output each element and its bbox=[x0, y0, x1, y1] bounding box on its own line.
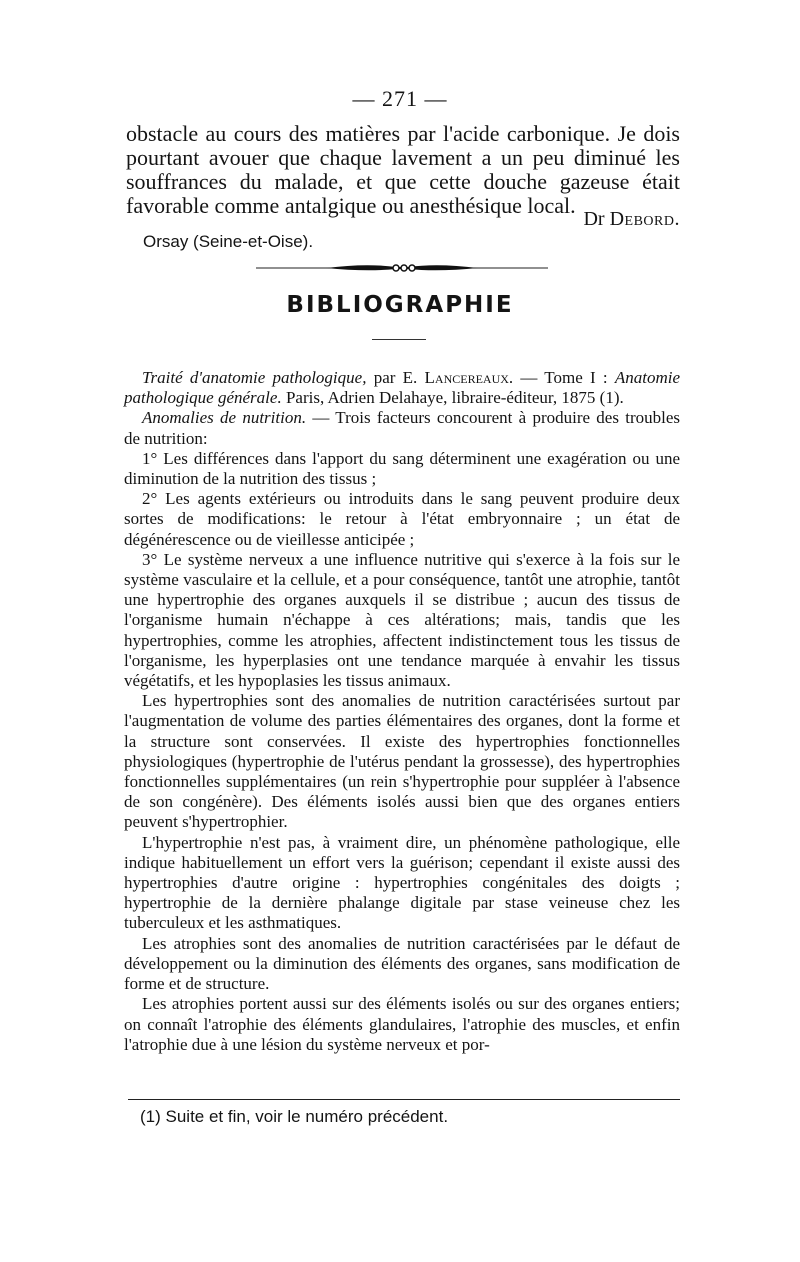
intro-paragraph: obstacle au cours des matières par l'acide carbonique. Je dois pourtant avouer que chaque lavement a un peu diminué les souffrances du malade, et que cette douche gazeuse était favorable comme antalgique ou anesthésique local. bbox=[126, 121, 680, 218]
paragraph: L'hypertrophie n'est pas, à vraiment dire, un phénomène pathologique, elle indique habituellement un effort vers la guérison; cependant il existe aussi des hypertrophies d'autre origine : hypertrophies congénitales des doigts ; hypertrophie de la dernière phalange digitale par stase veineuse chez les tuberculeux et les asthmatiques. bbox=[124, 832, 680, 933]
paragraph: 3° Le système nerveux a une influence nutritive qui s'exerce à la fois sur le système vasculaire et la cellule, et a pour conséquence, tantôt une atrophie, tantôt une hypertrophie des organes auxquels il se distribue ; aucun des tissus de l'organisme humain n'échappe à ces altérations; mais, tandis que les hypertrophies, comme les atrophies, affectent indistinctement tous les tissus de l'organisme, les hyperplasies ont une tendance marquée à envahir les tissus végétatifs, et les hypoplasies les tissus animaux. bbox=[124, 549, 680, 691]
paragraph: Les atrophies sont des anomalies de nutrition caractérisées par le défaut de développement ou la diminution des éléments des organes, sans modification de forme et de structure. bbox=[124, 933, 680, 994]
signature-prefix: Dr bbox=[583, 208, 605, 230]
footnote: (1) Suite et fin, voir le numéro précédent. bbox=[140, 1107, 449, 1126]
paragraph: Les hypertrophies sont des anomalies de nutrition caractérisées surtout par l'augmentation de volume des parties élémentaires des organes, dont la forme et la structure sont conservées. Il existe des hypertrophies fonctionnelles physiologiques (hypertrophie de l'utérus pendant la grossesse), des hypertrophies fonctionnelles supplémentaires (un rein s'hypertrophie pour suppléer à l'absence de son congénère). Des éléments isolés aussi bien que des organes entiers peuvent s'hypertrophier. bbox=[124, 691, 680, 832]
page-number: — 271 — bbox=[352, 86, 448, 111]
place-line: Orsay (Seine-et-Oise). bbox=[143, 232, 314, 251]
signature bbox=[126, 208, 680, 231]
publisher-text: Paris, Adrien Delahaye, libraire-éditeur, 1875 (1). bbox=[281, 388, 624, 408]
paragraph bbox=[124, 408, 680, 448]
article-body bbox=[124, 368, 680, 1055]
bibliography-entry bbox=[124, 368, 680, 408]
tome-text: — Tome I : bbox=[513, 368, 615, 387]
paragraph: Les atrophies portent aussi sur des éléments isolés ou sur des organes entiers; on connaît l'atrophie des éléments glandulaires, l'atrophie des muscles, et enfin l'atrophie due à une lésion du système nerveux et por- bbox=[124, 994, 680, 1054]
heading-rule bbox=[372, 339, 426, 340]
paragraph: 2° Les agents extérieurs ou introduits dans le sang peuvent produire deux sortes de modifications: le retour à l'état embryonnaire ; un état de dégénérescence ou de vieillesse anticipée ; bbox=[124, 489, 680, 549]
footnote-rule bbox=[128, 1099, 680, 1100]
signature-name: Debord. bbox=[609, 208, 680, 230]
book-title: Traité d'anatomie pathologique, bbox=[142, 368, 367, 387]
book-subtitle: Anatomie pathologique générale. bbox=[124, 368, 681, 408]
paragraph: 1° Les différences dans l'apport du sang déterminent une exagération ou une diminution de la nutrition des tissus ; bbox=[124, 448, 680, 489]
paragraph-text: — Trois facteurs concourent à produire des troubles de nutrition: bbox=[124, 408, 680, 448]
by-text: par E. bbox=[366, 368, 425, 387]
paragraph-lead: Anomalies de nutrition. bbox=[142, 408, 307, 428]
ornament-divider-icon bbox=[256, 259, 548, 275]
author-name: Lancereaux. bbox=[424, 368, 514, 387]
section-heading: BIBLIOGRAPHIE bbox=[286, 292, 514, 318]
